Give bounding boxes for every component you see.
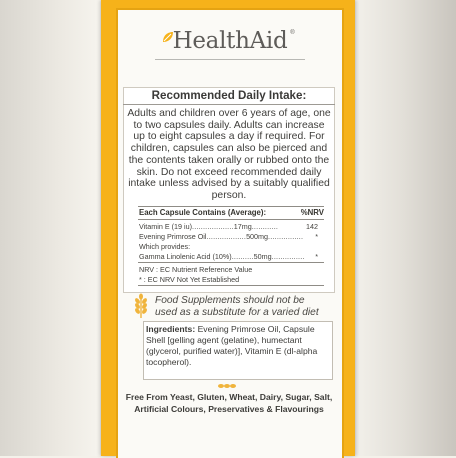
title-divider [123, 104, 335, 105]
box-right-side [356, 0, 456, 456]
brand-logo [116, 28, 344, 54]
nutrient-name: Gamma Linolenic Acid (10%) [139, 252, 232, 261]
nutrition-row [139, 232, 324, 241]
nutrition-table-header [139, 208, 324, 217]
nutrition-footnote: NRV : EC Nutrient Reference Value [139, 265, 253, 274]
free-from-statement: Free From Yeast, Gluten, Wheat, Dairy, Sugar, Salt, Artificial Colours, Preservatives & Flavourings [125, 392, 333, 414]
dot-leader: .................. [206, 232, 247, 241]
nutrition-footnote-rule [138, 262, 324, 263]
nutrient-amount: 17mg [233, 222, 252, 231]
nutrient-name: Which provides: [139, 242, 191, 251]
leaf-logo-icon [161, 30, 175, 44]
dot-leader: ................ [268, 232, 304, 241]
nutrition-table-top-rule [138, 206, 324, 207]
nutrition-row [139, 222, 324, 231]
wheat-icon [216, 381, 238, 391]
brand-name-text: HealthAid [172, 28, 288, 54]
nutrient-name: Evening Primrose Oil [139, 232, 207, 241]
logo-divider [155, 59, 305, 60]
nutrition-footnote: * : EC NRV Not Yet Established [139, 275, 240, 284]
nutrient-nrv: * [315, 252, 318, 261]
ingredients-text [146, 324, 330, 368]
registered-mark: ® [290, 30, 295, 36]
ingredients-label: Ingredients: [146, 324, 196, 334]
dot-leader: ............... [271, 252, 305, 261]
nutrition-header-rule [138, 219, 324, 220]
dot-leader: .......... [231, 252, 254, 261]
nutrient-amount: 500mg [246, 232, 269, 241]
dot-leader: ............ [251, 222, 279, 231]
recommended-intake-text: Adults and children over 6 years of age, one to two capsules daily. Adults can increase up to eight capsules a day if required. For children, capsules can also be pierced and the contents taken orally or rubbed onto the skin. Do not exceed recommended daily intake unless advised by a suitably qualified person. [127, 108, 331, 201]
box-left-side [0, 0, 100, 456]
nutrition-header-label: Each Capsule Contains (Average): [139, 208, 267, 217]
nutrient-nrv: * [315, 232, 318, 241]
food-supplement-note: Food Supplements should not be used as a substitute for a varied diet [155, 295, 319, 318]
nutrient-amount: 50mg [253, 252, 272, 261]
brand-name [172, 28, 295, 54]
nutrition-row [139, 242, 324, 251]
nutrition-table-bottom-rule [138, 285, 324, 286]
recommended-intake-title: Recommended Daily Intake: [151, 89, 307, 102]
ingredients-list: Evening Primrose Oil, Capsule Shell [gelling agent (gelatine), humectant (glycerol, purified water)], Vitamin E (dl-alpha tocopherol). [146, 324, 318, 368]
dot-leader: ................... [192, 222, 234, 231]
nrv-header-label: %NRV [300, 208, 324, 217]
nutrition-row [139, 252, 324, 261]
nutrient-nrv: 142 [306, 222, 318, 231]
nutrient-name: Vitamin E (19 iu) [139, 222, 192, 231]
wheat-icon [131, 293, 151, 319]
